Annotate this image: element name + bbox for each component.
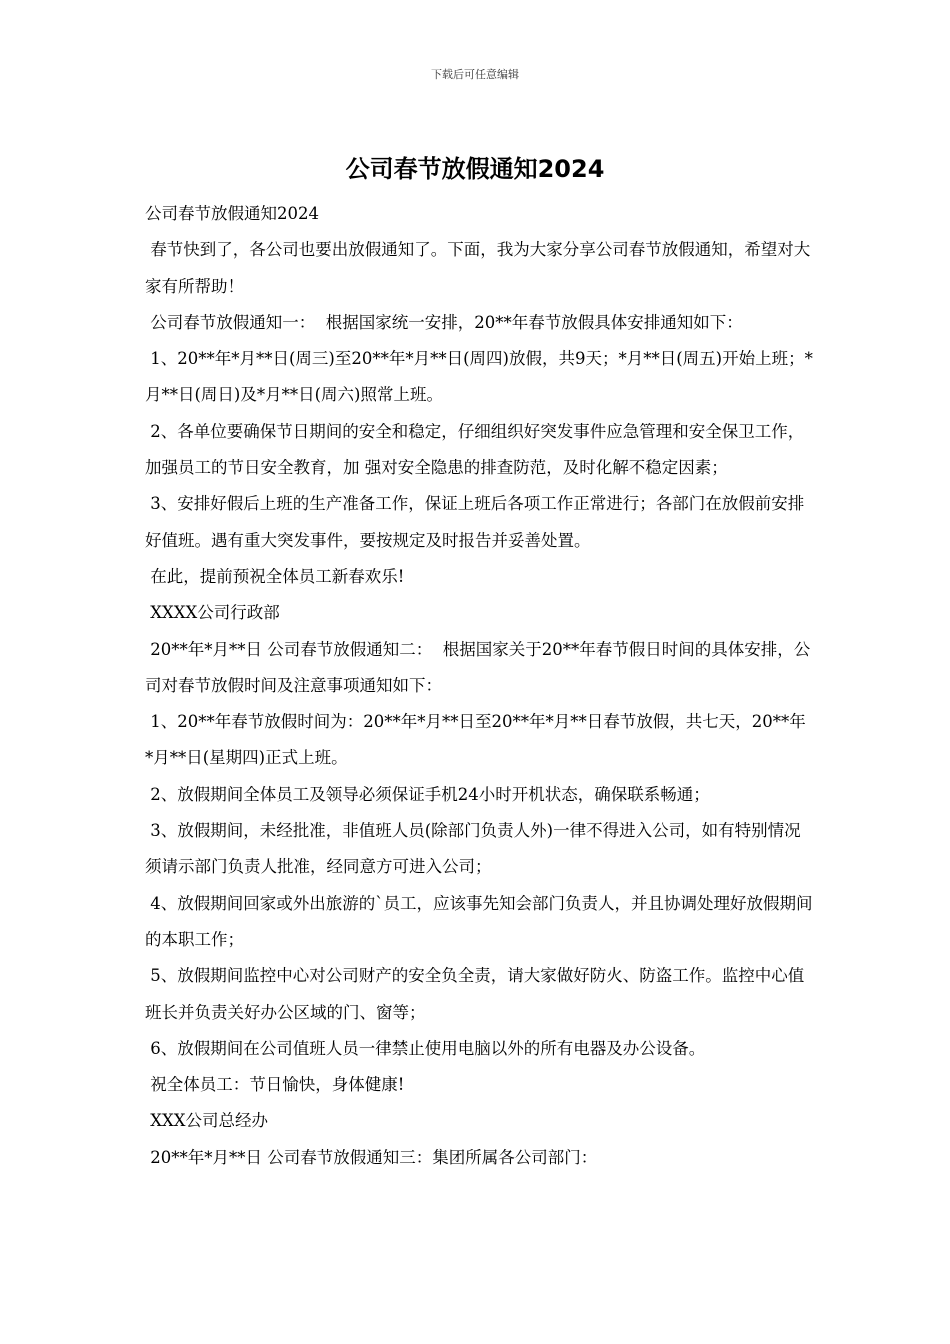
- paragraph: 1、20**年春节放假时间为：20**年*月**日至20**年*月**日春节放假，共七天，20**年*月**日(星期四)正式上班。: [145, 712, 806, 768]
- paragraph: 祝全体员工：节日愉快，身体健康!: [145, 1075, 405, 1095]
- document-body: [145, 196, 813, 1176]
- paragraph: 1、20**年*月**日(周三)至20**年*月**日(周四)放假，共9天；*月**日(周五)开始上班；*月**日(周日)及*月**日(周六)照常上班。: [145, 349, 813, 405]
- paragraph: 春节快到了，各公司也要出放假通知了。下面，我为大家分享公司春节放假通知，希望对大家有所帮助！: [145, 240, 811, 296]
- paragraph: 20**年*月**日 公司春节放假通知二： 根据国家关于20**年春节假日时间的具体安排，公司对春节放假时间及注意事项通知如下：: [145, 639, 811, 695]
- paragraph: 在此，提前预祝全体员工新春欢乐!: [145, 566, 405, 586]
- paragraph: 2、放假期间全体员工及领导必须保证手机24小时开机状态，确保联系畅通；: [145, 784, 710, 804]
- paragraph: 公司春节放假通知一： 根据国家统一安排，20**年春节放假具体安排通知如下：: [145, 312, 743, 332]
- paragraph: 4、放假期间回家或外出旅游的`员工，应该事先知会部门负责人，并且协调处理好放假期间的本职工作；: [145, 893, 813, 949]
- paragraph: 20**年*月**日 公司春节放假通知三：集团所属各公司部门：: [145, 1147, 598, 1167]
- document-title: 公司春节放假通知2024: [345, 155, 605, 183]
- paragraph: XXXX公司行政部: [145, 603, 280, 623]
- paragraph: 公司春节放假通知2024: [145, 204, 319, 223]
- paragraph: XXX公司总经办: [145, 1111, 268, 1131]
- paragraph: 2、各单位要确保节日期间的安全和稳定，仔细组织好突发事件应急管理和安全保卫工作，加强员工的节日安全教育，加 强对安全隐患的排查防范，及时化解不稳定因素；: [145, 421, 805, 478]
- page-header-note: 下载后可任意编辑: [431, 68, 519, 81]
- paragraph: 3、安排好假后上班的生产准备工作，保证上班后各项工作正常进行；各部门在放假前安排好值班。遇有重大突发事件，要按规定及时报告并妥善处置。: [145, 494, 805, 550]
- paragraph: 6、放假期间在公司值班人员一律禁止使用电脑以外的所有电器及办公设备。: [145, 1038, 706, 1058]
- paragraph: 3、放假期间，未经批准，非值班人员(除部门负责人外)一律不得进入公司，如有特别情况须请示部门负责人批准，经同意方可进入公司；: [145, 821, 801, 877]
- paragraph: 5、放假期间监控中心对公司财产的安全负全责，请大家做好防火、防盗工作。监控中心值班长并负责关好办公区域的门、窗等；: [145, 966, 805, 1022]
